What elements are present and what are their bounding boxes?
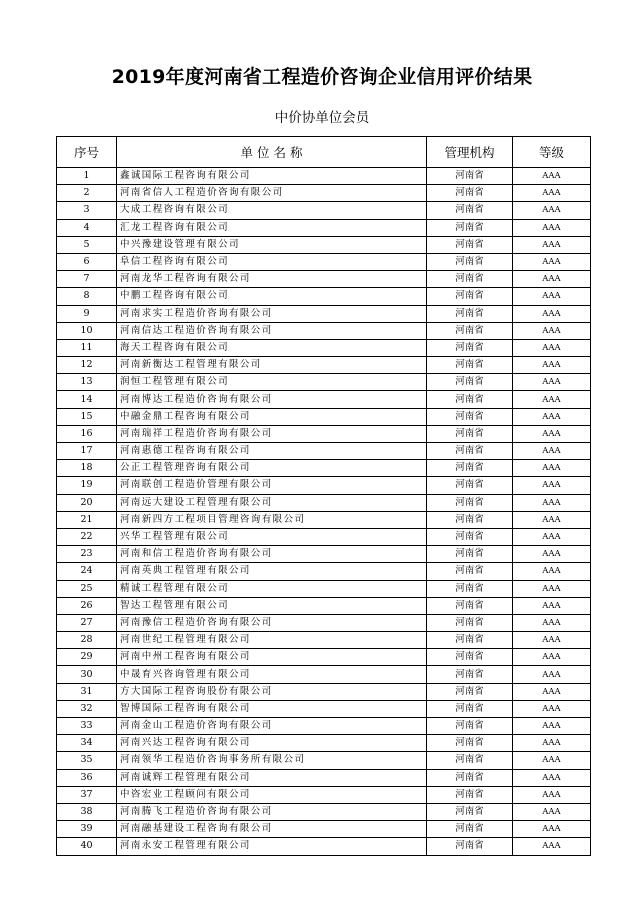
row-index: 16	[57, 425, 117, 442]
management-org: 河南省	[427, 357, 513, 374]
table-row	[57, 185, 591, 202]
row-index: 37	[57, 786, 117, 803]
management-org: 河南省	[427, 700, 513, 717]
company-name: 河南豫信工程造价咨询有限公司	[117, 614, 427, 631]
company-name: 河南诚辉工程管理有限公司	[117, 769, 427, 786]
row-index: 18	[57, 460, 117, 477]
row-index: 2	[57, 185, 117, 202]
credit-grade: AAA	[513, 185, 591, 202]
credit-grade: AAA	[513, 219, 591, 236]
management-org: 河南省	[427, 253, 513, 270]
management-org: 河南省	[427, 597, 513, 614]
credit-grade: AAA	[513, 718, 591, 735]
management-org: 河南省	[427, 649, 513, 666]
management-org: 河南省	[427, 718, 513, 735]
management-org: 河南省	[427, 786, 513, 803]
company-name: 河南永安工程管理有限公司	[117, 838, 427, 855]
management-org: 河南省	[427, 219, 513, 236]
credit-rating-table	[56, 136, 591, 856]
company-name: 河南远大建设工程管理有限公司	[117, 494, 427, 511]
management-org: 河南省	[427, 374, 513, 391]
credit-grade: AAA	[513, 168, 591, 185]
table-row	[57, 374, 591, 391]
management-org: 河南省	[427, 271, 513, 288]
management-org: 河南省	[427, 632, 513, 649]
credit-grade: AAA	[513, 305, 591, 322]
company-name: 河南中州工程咨询有限公司	[117, 649, 427, 666]
credit-grade: AAA	[513, 460, 591, 477]
company-name: 河南领华工程造价咨询事务所有限公司	[117, 752, 427, 769]
table-row	[57, 597, 591, 614]
company-name: 中咨宏业工程顾问有限公司	[117, 786, 427, 803]
credit-grade: AAA	[513, 202, 591, 219]
company-name: 方大国际工程咨询股份有限公司	[117, 683, 427, 700]
table-row	[57, 202, 591, 219]
credit-grade: AAA	[513, 357, 591, 374]
management-org: 河南省	[427, 236, 513, 253]
company-name: 河南信达工程造价咨询有限公司	[117, 322, 427, 339]
table-row	[57, 632, 591, 649]
management-org: 河南省	[427, 443, 513, 460]
credit-grade: AAA	[513, 786, 591, 803]
credit-grade: AAA	[513, 236, 591, 253]
table-row	[57, 718, 591, 735]
table-row	[57, 219, 591, 236]
row-index: 13	[57, 374, 117, 391]
row-index: 25	[57, 580, 117, 597]
credit-grade: AAA	[513, 735, 591, 752]
table-row	[57, 700, 591, 717]
management-org: 河南省	[427, 477, 513, 494]
credit-grade: AAA	[513, 769, 591, 786]
row-index: 22	[57, 528, 117, 545]
company-name: 中晟育兴咨询管理有限公司	[117, 666, 427, 683]
management-org: 河南省	[427, 391, 513, 408]
management-org: 河南省	[427, 460, 513, 477]
table-row	[57, 322, 591, 339]
row-index: 12	[57, 357, 117, 374]
row-index: 26	[57, 597, 117, 614]
table-row	[57, 271, 591, 288]
header-org: 管理机构	[427, 137, 513, 168]
credit-grade: AAA	[513, 374, 591, 391]
company-name: 河南省信人工程造价咨询有限公司	[117, 185, 427, 202]
row-index: 40	[57, 838, 117, 855]
row-index: 19	[57, 477, 117, 494]
company-name: 河南瑞祥工程造价咨询有限公司	[117, 425, 427, 442]
management-org: 河南省	[427, 821, 513, 838]
management-org: 河南省	[427, 580, 513, 597]
table-row	[57, 339, 591, 356]
company-name: 河南联创工程造价管理有限公司	[117, 477, 427, 494]
table-row	[57, 614, 591, 631]
company-name: 中兴豫建设管理有限公司	[117, 236, 427, 253]
table-row	[57, 460, 591, 477]
management-org: 河南省	[427, 425, 513, 442]
table-row	[57, 391, 591, 408]
management-org: 河南省	[427, 511, 513, 528]
row-index: 10	[57, 322, 117, 339]
table-row	[57, 821, 591, 838]
credit-grade: AAA	[513, 322, 591, 339]
table-row	[57, 803, 591, 820]
row-index: 32	[57, 700, 117, 717]
company-name: 大成工程咨询有限公司	[117, 202, 427, 219]
management-org: 河南省	[427, 339, 513, 356]
header-grade: 等级	[513, 137, 591, 168]
table-row	[57, 477, 591, 494]
table-row	[57, 253, 591, 270]
row-index: 3	[57, 202, 117, 219]
credit-grade: AAA	[513, 632, 591, 649]
row-index: 31	[57, 683, 117, 700]
row-index: 34	[57, 735, 117, 752]
management-org: 河南省	[427, 494, 513, 511]
table-row	[57, 288, 591, 305]
credit-grade: AAA	[513, 443, 591, 460]
table-row	[57, 168, 591, 185]
company-name: 鑫诚国际工程咨询有限公司	[117, 168, 427, 185]
management-org: 河南省	[427, 803, 513, 820]
row-index: 33	[57, 718, 117, 735]
table-row	[57, 305, 591, 322]
management-org: 河南省	[427, 683, 513, 700]
row-index: 28	[57, 632, 117, 649]
management-org: 河南省	[427, 563, 513, 580]
company-name: 兴华工程管理有限公司	[117, 528, 427, 545]
credit-grade: AAA	[513, 649, 591, 666]
row-index: 1	[57, 168, 117, 185]
table-row	[57, 236, 591, 253]
management-org: 河南省	[427, 769, 513, 786]
credit-grade: AAA	[513, 752, 591, 769]
management-org: 河南省	[427, 666, 513, 683]
company-name: 精诚工程管理有限公司	[117, 580, 427, 597]
management-org: 河南省	[427, 735, 513, 752]
row-index: 5	[57, 236, 117, 253]
table-row	[57, 546, 591, 563]
credit-grade: AAA	[513, 288, 591, 305]
company-name: 中融金鼎工程咨询有限公司	[117, 408, 427, 425]
company-name: 河南英典工程管理有限公司	[117, 563, 427, 580]
row-index: 27	[57, 614, 117, 631]
row-index: 17	[57, 443, 117, 460]
table-row	[57, 786, 591, 803]
table-row	[57, 769, 591, 786]
table-body	[57, 168, 591, 856]
credit-grade: AAA	[513, 700, 591, 717]
table-row	[57, 443, 591, 460]
credit-grade: AAA	[513, 425, 591, 442]
credit-grade: AAA	[513, 614, 591, 631]
table-row	[57, 563, 591, 580]
management-org: 河南省	[427, 288, 513, 305]
row-index: 24	[57, 563, 117, 580]
credit-grade: AAA	[513, 666, 591, 683]
company-name: 中鹏工程咨询有限公司	[117, 288, 427, 305]
table-row	[57, 649, 591, 666]
credit-grade: AAA	[513, 580, 591, 597]
header-index: 序号	[57, 137, 117, 168]
credit-grade: AAA	[513, 597, 591, 614]
row-index: 7	[57, 271, 117, 288]
row-index: 39	[57, 821, 117, 838]
credit-grade: AAA	[513, 528, 591, 545]
company-name: 河南金山工程造价咨询有限公司	[117, 718, 427, 735]
table-row	[57, 752, 591, 769]
management-org: 河南省	[427, 185, 513, 202]
company-name: 智博国际工程咨询有限公司	[117, 700, 427, 717]
document-subtitle: 中价协单位会员	[274, 110, 370, 126]
management-org: 河南省	[427, 752, 513, 769]
company-name: 河南惠德工程咨询有限公司	[117, 443, 427, 460]
company-name: 河南龙华工程咨询有限公司	[117, 271, 427, 288]
company-name: 海天工程咨询有限公司	[117, 339, 427, 356]
management-org: 河南省	[427, 614, 513, 631]
table-row	[57, 357, 591, 374]
table-row	[57, 425, 591, 442]
credit-grade: AAA	[513, 408, 591, 425]
credit-grade: AAA	[513, 546, 591, 563]
credit-grade: AAA	[513, 803, 591, 820]
company-name: 河南世纪工程管理有限公司	[117, 632, 427, 649]
company-name: 河南腾飞工程造价咨询有限公司	[117, 803, 427, 820]
row-index: 36	[57, 769, 117, 786]
management-org: 河南省	[427, 408, 513, 425]
credit-grade: AAA	[513, 683, 591, 700]
credit-grade: AAA	[513, 477, 591, 494]
management-org: 河南省	[427, 546, 513, 563]
row-index: 30	[57, 666, 117, 683]
row-index: 29	[57, 649, 117, 666]
company-name: 公正工程管理咨询有限公司	[117, 460, 427, 477]
table-row	[57, 666, 591, 683]
table-row	[57, 838, 591, 855]
table-row	[57, 511, 591, 528]
credit-grade: AAA	[513, 391, 591, 408]
row-index: 9	[57, 305, 117, 322]
credit-grade: AAA	[513, 339, 591, 356]
document-title: 2019年度河南省工程造价咨询企业信用评价结果	[111, 66, 533, 88]
row-index: 11	[57, 339, 117, 356]
row-index: 4	[57, 219, 117, 236]
row-index: 23	[57, 546, 117, 563]
company-name: 河南兴达工程咨询有限公司	[117, 735, 427, 752]
company-name: 汇龙工程咨询有限公司	[117, 219, 427, 236]
management-org: 河南省	[427, 305, 513, 322]
management-org: 河南省	[427, 168, 513, 185]
credit-grade: AAA	[513, 838, 591, 855]
company-name: 智达工程管理有限公司	[117, 597, 427, 614]
row-index: 38	[57, 803, 117, 820]
company-name: 河南和信工程造价咨询有限公司	[117, 546, 427, 563]
table-row	[57, 735, 591, 752]
company-name: 河南求实工程造价咨询有限公司	[117, 305, 427, 322]
row-index: 20	[57, 494, 117, 511]
credit-grade: AAA	[513, 511, 591, 528]
company-name: 阜信工程咨询有限公司	[117, 253, 427, 270]
table-row	[57, 683, 591, 700]
credit-grade: AAA	[513, 563, 591, 580]
management-org: 河南省	[427, 528, 513, 545]
credit-grade: AAA	[513, 271, 591, 288]
table-row	[57, 580, 591, 597]
management-org: 河南省	[427, 322, 513, 339]
row-index: 6	[57, 253, 117, 270]
company-name: 河南新衡达工程管理有限公司	[117, 357, 427, 374]
company-name: 河南博达工程造价咨询有限公司	[117, 391, 427, 408]
row-index: 21	[57, 511, 117, 528]
credit-grade: AAA	[513, 494, 591, 511]
company-name: 河南新四方工程项目管理咨询有限公司	[117, 511, 427, 528]
table-row	[57, 494, 591, 511]
credit-grade: AAA	[513, 821, 591, 838]
row-index: 8	[57, 288, 117, 305]
header-name: 单 位 名 称	[117, 137, 427, 168]
table-header-row	[57, 137, 591, 168]
row-index: 14	[57, 391, 117, 408]
company-name: 润恒工程管理有限公司	[117, 374, 427, 391]
credit-grade: AAA	[513, 253, 591, 270]
row-index: 35	[57, 752, 117, 769]
management-org: 河南省	[427, 838, 513, 855]
row-index: 15	[57, 408, 117, 425]
management-org: 河南省	[427, 202, 513, 219]
table-row	[57, 408, 591, 425]
company-name: 河南融基建设工程咨询有限公司	[117, 821, 427, 838]
table-row	[57, 528, 591, 545]
